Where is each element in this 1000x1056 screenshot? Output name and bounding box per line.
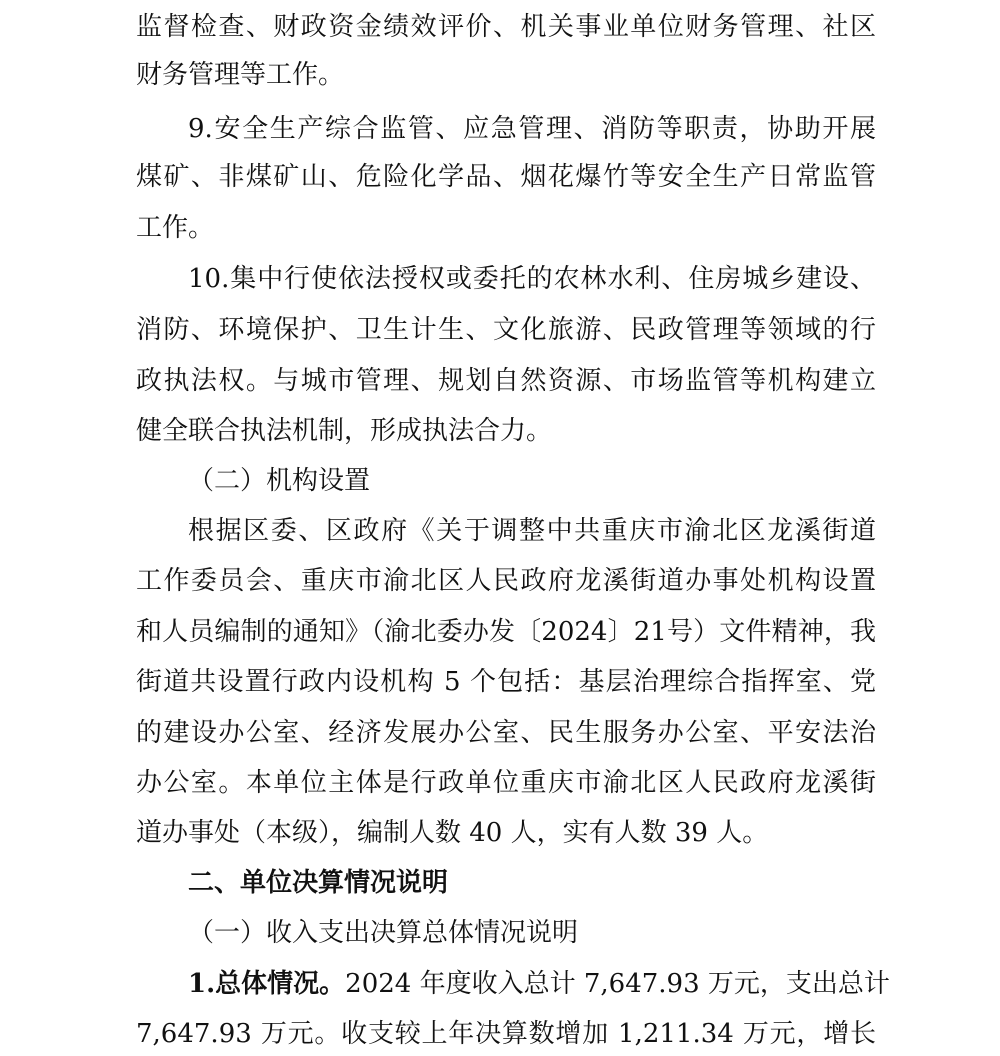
paragraph-line: 7,647.93 万元。收支较上年决算数增加 1,211.34 万元，增长 — [136, 1019, 876, 1049]
overall-year: 2024 — [345, 969, 412, 999]
overall-heading: 1.总体情况。 — [188, 969, 346, 999]
paragraph-line: 街道共设置行政内设机构 5 个包括：基层治理综合指挥室、党 — [136, 667, 876, 697]
paragraph-line: 办公室。本单位主体是行政单位重庆市渝北区人民政府龙溪街 — [136, 768, 876, 798]
paragraph-line: 煤矿、非煤矿山、危险化学品、烟花爆竹等安全生产日常监管 — [136, 162, 876, 192]
paragraph-line: 和人员编制的通知》（渝北委办发〔2024〕21号）文件精神，我 — [136, 617, 876, 647]
paragraph-line: 根据区委、区政府《关于调整中共重庆市渝北区龙溪街道 — [188, 516, 876, 546]
overall-text: 年度收入总计 7,647.93 万元，支出总计 — [419, 969, 890, 999]
paragraph-line: 工作。 — [136, 213, 215, 243]
paragraph-line: 道办事处（本级），编制人数 40 人，实有人数 39 人。 — [136, 818, 769, 848]
section-heading-final-accounts: 二、单位决算情况说明 — [188, 868, 449, 898]
paragraph-line: 监督检查、财政资金绩效评价、机关事业单位财务管理、社区 — [136, 12, 876, 42]
paragraph-line: 的建设办公室、经济发展办公室、民生服务办公室、平安法治 — [136, 718, 876, 748]
list-item-10: 10.集中行使依法授权或委托的农林水利、住房城乡建设、 — [188, 264, 876, 294]
list-item-9: 9.安全生产综合监管、应急管理、消防等职责，协助开展 — [188, 114, 876, 144]
paragraph-line: 政执法权。与城市管理、规划自然资源、市场监管等机构建立 — [136, 366, 876, 396]
section-heading-org-setup: （二）机构设置 — [188, 466, 371, 496]
paragraph-line: 工作委员会、重庆市渝北区人民政府龙溪街道办事处机构设置 — [136, 566, 876, 596]
overall-situation-line — [188, 967, 890, 1001]
paragraph-line: 健全联合执法机制，形成执法合力。 — [136, 416, 553, 446]
paragraph-line: 消防、环境保护、卫生计生、文化旅游、民政管理等领域的行 — [136, 315, 876, 345]
subsection-heading-income-expense: （一）收入支出决算总体情况说明 — [188, 918, 579, 948]
paragraph-line: 财务管理等工作。 — [136, 60, 345, 90]
